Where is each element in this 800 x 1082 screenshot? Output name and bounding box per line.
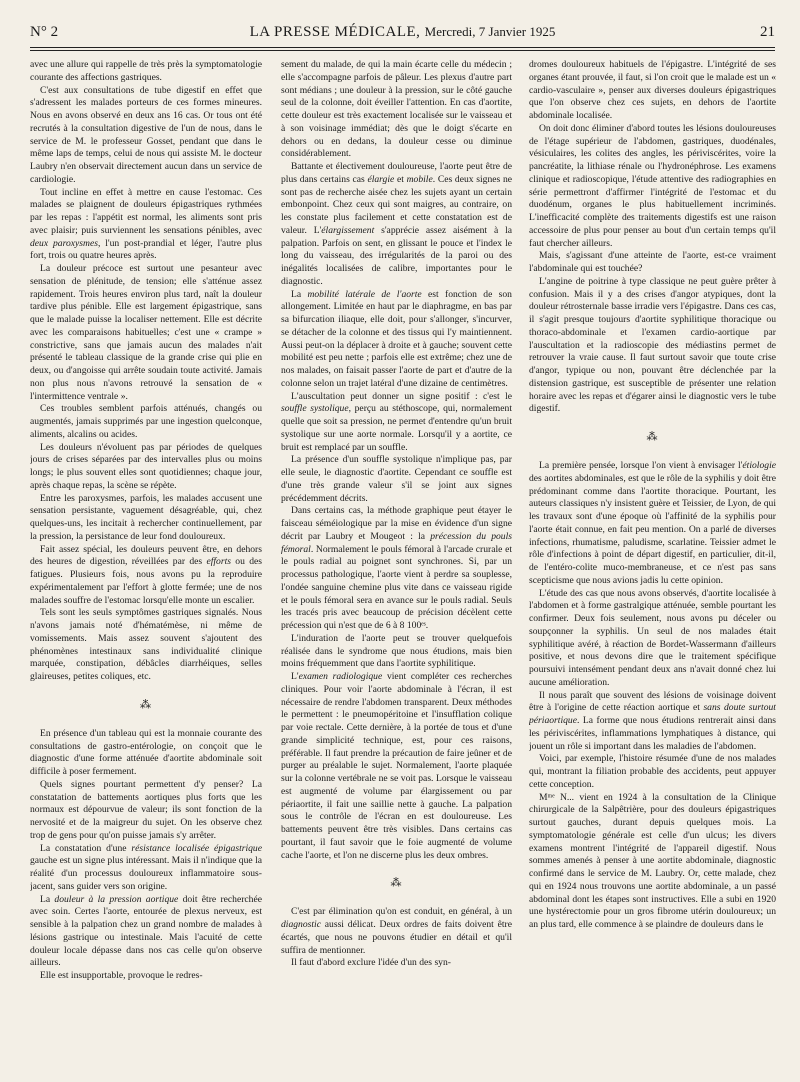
paragraph: On doit donc éliminer d'abord toutes les lésions douloureuses de l'étage supérieur de l'abdomen, gastriques, duodénales, vésiculaires, les colites des angles, les périviscérites, voire la pancréatite, la lithiase rénale ou l'hydronéphrose. Les examens clinique et radioscopique, l'étude attentive des radiographies en série permettront d'affirmer l'intégrité de l'estomac et du duodénum, organes le plus habituellement incriminés. L'inefficacité complète des traitements digestifs est une raison accessoire de plus pour penser au bout d'un certain temps qu'il faut chercher ailleurs. xyxy=(529,122,776,249)
paragraph: En présence d'un tableau qui est la monnaie courante des consultations de gastro-entérologie, on conçoit que le diagnostic d'une forme atténuée d'aortite abdominale soit difficile à poser fermement. xyxy=(30,727,262,777)
paragraph: L'auscultation peut donner un signe positif : c'est le souffle systolique, perçu au stéthoscope, qui, normalement quelle que soit sa pression, ne permet d'entendre qu'un bruit systolique sur une aorte normale. Lorsqu'il y a aortite, ce bruit est remplacé par un souffle. xyxy=(281,390,512,453)
paragraph: Voici, par exemple, l'histoire résumée d'une de nos malades qui, montrant la filiation probable des accidents, peut appuyer cette conception. xyxy=(529,753,776,790)
paragraph: Ces troubles semblent parfois atténués, changés ou augmentés, jamais supprimés par une ingestion quelconque, aliments, alcalins ou acides. xyxy=(30,403,262,440)
paragraph: L'angine de poitrine à type classique ne peut guère prêter à confusion. Mais il y a des crises d'angor atypiques, dont la douleur rétrosternale basse irradie vers l'épigastre. Dans ces cas, il s'agit presque toujours d'aortite syphilitique thoracique ou thoraco-abdominale et l'examen cardio-aortique par l'auscultation et la radioscopie des médiastins permet de retrouver la vraie cause. Il faut surtout savoir que toute crise d'angor, typique ou non, pouvant être déclenchée par la distension gastrique, est susceptible de présenter une relation horaire avec les repas et d'égarer ainsi le diagnostic vers le tube digestif. xyxy=(529,275,776,415)
paragraph: Mᵐᵉ N... vient en 1924 à la consultation de la Clinique chirurgicale de la Salpêtrière, pour des douleurs épigastriques surtout gauches, durant depuis quelques mois. La symptomatologie générale est celle d'un ulcus; les divers examens montrent l'intégrité de l'appareil digestif. Nous sommes amenés à penser à une aortite abdominale, diagnostic confirmé dans le service de M. Laubry. Or, cette malade, chez qui en 1924 nous trouvons une aortite abdominale, a un passé abdominal dont les étapes sont instructives. Elle a subi en 1920 une hystérectomie pour un gros fibrome utérin douloureux; un an plus tard, elle commence à se plaindre de douleurs dans le xyxy=(529,791,776,930)
paragraph: L'étude des cas que nous avons observés, d'aortite localisée à l'abdomen et à forme gastralgique atténuée, semble pourtant les confirmer. Deux fois seulement, nous avons pu déceler ou soupçonner la syphilis. Un seul de nos malades était syphilitique avéré, à réaction de Bordet-Wassermann d'ailleurs positive, et nous devons dire que le traitement spécifique poursuivi intensément pendant deux ans n'avait donné chez lui aucune amélioration. xyxy=(529,587,776,688)
paragraph: Il nous paraît que souvent des lésions de voisinage doivent être à l'origine de cette réaction aortique et sans doute surtout périaortique. La forme que nous étudions rentrerait ainsi dans les périviscérites, inflammations lymphatiques à distance, qui jouent un rôle si important dans les maladies de l'abdomen. xyxy=(529,689,776,752)
paragraph: La première pensée, lorsque l'on vient à envisager l'étiologie des aortites abdominales, est que le rôle de la syphilis y doit être prédominant comme dans l'aortite thoracique. Pourtant, les auteurs classiques n'y insistent guère et Teissier, de Lyon, de qui les travaux sont d'une époque où l'affinité de la syphilis pour l'aorte était connue, en fait peu mention. On a parlé de diverses infections, rhumatisme, paludisme, scarlatine. Teissier admet le rôle d'infections à point de départ digestif, en particulier, dit-il, de l'entéro-colite muco-membraneuse, et ce n'est pas sans scepticisme que nous avions jadis lu cette opinion. xyxy=(529,460,776,586)
issue-date: Mercredi, 7 Janvier 1925 xyxy=(424,24,556,39)
paragraph: Battante et électivement douloureuse, l'aorte peut être de plus dans certains cas élargie et mobile. Ces deux signes ne sont pas de recherche aisée chez les sujets ayant un certain embonpoint. Chez ceux qui sont maigres, au contraire, on les constate plus facilement et cette constatation est de valeur. L'élargissement s'apprécie assez aisément à la palpation. Parfois on sent, en glissant le pouce et l'index le long du vaisseau, des irrégularités de la paroi ou des inégalités localisées de calibre, importantes pour le diagnostic. xyxy=(281,161,512,287)
page-number-left: N° 2 xyxy=(30,24,59,40)
paragraph: Quels signes pourtant permettent d'y penser? La constatation de battements aortiques plus forts que les normaux est dépourvue de valeur; ils sont fonction de la nervosité et de la maigreur du sujet. On les observe chez trop de gens pour qu'on puisse jamais s'y arrêter. xyxy=(30,778,262,841)
journal-masthead xyxy=(30,24,775,41)
paragraph: Entre les paroxysmes, parfois, les malades accusent une sensation persistante, vaguement désagréable, qui, chez quelques-uns, les incitait à rechercher continuellement, par la pression, la persistance de leur fond douloureux. xyxy=(30,492,262,542)
paragraph: Dans certains cas, la méthode graphique peut étayer le faisceau séméiologique par la mise en évidence d'un signe décrit par Laubry et Mougeot : la précession du pouls fémoral. Normalement le pouls fémoral à l'arcade crurale et le pouls radial au poignet sont synchrones. Si, par un processus pathologique, l'aorte vient à perdre sa souplesse, l'ondée sanguine chemine plus vite dans ce vaisseau rigide et le pouls fémoral sera en avance sur le pouls radial. Seuls les tracés pris avec beaucoup de précision décèlent cette précession qui n'est que de 6 à 8 100ᵉˢ. xyxy=(281,505,512,631)
paragraph: Les douleurs n'évoluent pas par périodes de quelques jours de crises séparées par des intervalles plus ou moins longs; le plus souvent elles sont quotidiennes; chaque jour, après chaque repas, la scène se répète. xyxy=(30,441,262,491)
text-column-2 xyxy=(281,59,512,1073)
journal-title: LA PRESSE MÉDICALE, xyxy=(249,24,421,40)
paragraph: La douleur à la pression aortique doit être recherchée avec soin. Certes l'aorte, entourée de plexus nerveux, est sensible à la palpation chez un grand nombre de malades à lésions gastrique ou intestinale. Mais l'acuité de cette douleur locale dépasse dans nos cas celle qu'on observe ailleurs. xyxy=(30,893,262,969)
paragraph: C'est par élimination qu'on est conduit, en général, à un diagnostic aussi délicat. Deux ordres de faits doivent être écartés, que nous ne pouvons étudier en détail et qu'il suffira de mentionner. xyxy=(281,906,512,956)
paragraph: Tout incline en effet à mettre en cause l'estomac. Ces malades se plaignent de douleurs épigastriques rythmées par les repas : l'appétit est normal, les aliments sont pris avec plaisir; puis surviennent les sensations pénibles, avec deux paroxysmes, l'un post-prandial et léger, l'autre plus fort, trois ou quatre heures après. xyxy=(30,186,262,262)
paragraph: Elle est insupportable, provoque le redres- xyxy=(40,970,203,981)
paragraph: Tels sont les seuls symptômes gastriques signalés. Nous n'avons jamais noté d'hématémèse, ni même de vomissements. Mais assez souvent s'ajoutent des phénomènes intestinaux sans individualité clinique marquée, constipation, débâcles diarrhéiques, selles glaireuses, petites coliques, etc. xyxy=(30,607,262,682)
paragraph: La présence d'un souffle systolique n'implique pas, par elle seule, le diagnostic d'aortite. Cependant ce souffle est d'une très grande valeur s'il se joint aux signes précédemment décrits. xyxy=(281,454,512,504)
text-column-3 xyxy=(529,59,776,1073)
paragraph: sement du malade, de qui la main écarte celle du médecin ; elle s'accompagne parfois de pâleur. Les plexus d'autre part sont médians ; une douleur à la pression, sur le côté gauche seul de la colonne, doit éveiller l'attention. En cas d'aortite, cette douleur est très exactement localisée sur le vaisseau et à son voisinage immédiat; dès que le doigt s'écarte en dehors ou en dedans, la douleur cesse ou diminue considérablement. xyxy=(281,59,512,160)
section-separator: ⁂ xyxy=(646,431,659,443)
header-rule-secondary xyxy=(30,50,775,51)
paragraph: dromes douloureux habituels de l'épigastre. L'intégrité de ses organes étant prouvée, il faut, si l'on croit que le malade est un « cardio-vasculaire », penser aux diverses douleurs épigastriques que l'on observe chez ces sujets, en dehors de l'aortite abdominale localisée. xyxy=(529,59,776,121)
paragraph: L'induration de l'aorte peut se trouver quelquefois réalisée dans le syndrome que nous étudions, mais bien moins fréquemment que dans l'aortite syphilitique. xyxy=(281,632,512,670)
paragraph: La douleur précoce est surtout une pesanteur avec sensation de plénitude, de tension; elle s'atténue assez rapidement. Trois heures environ plus tard, naît la douleur tardive plus pénible. Elle est largement épigastrique, sans que le malade puisse la localiser nettement. Elle est décrite avec les comparaisons habituelles; c'est une « crampe » constrictive, sans que jamais aucun des malades n'ait présenté le tableau classique de la grande crise qui plie en deux, ou d'angoisse qui arrête soudain toute activité. Jamais non plus nous n'avons retrouvé la sensation de « l'intermittence ventrale ». xyxy=(30,263,262,402)
paragraph: C'est aux consultations de tube digestif en effet que s'adressent les malades porteurs de ces formes mineures. Nous en avons observé en deux ans 16 cas. Or tous ont été recrutés à la consultation digestive de l'un de nous, dans le service de M. le professeur Gosset, pendant que dans le même laps de temps, celui de nous qui assiste M. le docteur Laubry n'en observait directement aucun dans un service de cardiologie. xyxy=(30,84,262,185)
paragraph: La mobilité latérale de l'aorte est fonction de son allongement. Limitée en haut par le diaphragme, en bas par sa bifurcation iliaque, elle doit, pour s'allonger, s'incurver, se détacher de la colonne et des tissus qui l'y maintiennent. Aussi peut-on la déplacer à droite et à gauche; souvent cette mobilité est peu nette ; parfois elle est extrême; chez une de nos malades, on faisait passer l'aorte de part et d'autre de la colonne selon un trajet latéral d'une dizaine de centimètres. xyxy=(281,288,512,389)
paragraph: Il faut d'abord exclure l'idée d'un des syn- xyxy=(291,957,451,969)
text-column-1 xyxy=(30,59,262,1073)
section-separator: ⁂ xyxy=(390,877,403,890)
paragraph: avec une allure qui rappelle de très près la symptomatologie courante des affections gastriques. xyxy=(30,59,262,83)
paragraph: Mais, s'agissant d'une atteinte de l'aorte, est-ce vraiment l'abdominale qui est touchée? xyxy=(529,250,776,274)
section-separator: ⁂ xyxy=(140,698,152,711)
paragraph: La constatation d'une résistance localisée épigastrique gauche est un signe plus intéressant. Mais il n'indique que la réalité d'un processus douloureux inflammatoire sous-jacent, sans guider vers son origine. xyxy=(30,842,262,892)
paragraph: Fait assez spécial, les douleurs peuvent être, en dehors des heures de digestion, réveillées par des efforts ou des fatigues. Plusieurs fois, nous avons pu la reproduire expérimentalement par l'effort à glotte fermée; une de nos malades souffre de l'estomac lorsqu'elle monte un escalier. xyxy=(30,543,262,606)
page-number-right: 21 xyxy=(760,24,775,40)
page-header xyxy=(30,24,775,44)
header-rule xyxy=(30,47,775,48)
paragraph: L'examen radiologique vient compléter ces recherches cliniques. Pour voir l'aorte abdominale à l'écran, il est nécessaire de rendre l'abdomen transparent. Deux méthodes le permettent : le pneumopéritoine et l'insufflation colique par voie rectale. Cette dernière, à la portée de tous et d'une grande simplicité technique, est, pour ces raisons, préférable. Il faut prendre la précaution de faire jeûner et de purger au préalable le sujet. Normalement, l'aorte plaquée sur la colonne vertébrale ne se voit pas. Lorsque le vaisseau est augmenté de volume par élargissement ou par périaortite, il fait une saillie nette à gauche. La palpation sous le contrôle de l'écran en est douloureuse. Les battements peuvent être très visibles. Dans certains cas pourtant, il faut savoir que le foie augmenté de volume cache l'aorte, et l'on ne discerne plus les deux ombres. xyxy=(281,671,512,861)
